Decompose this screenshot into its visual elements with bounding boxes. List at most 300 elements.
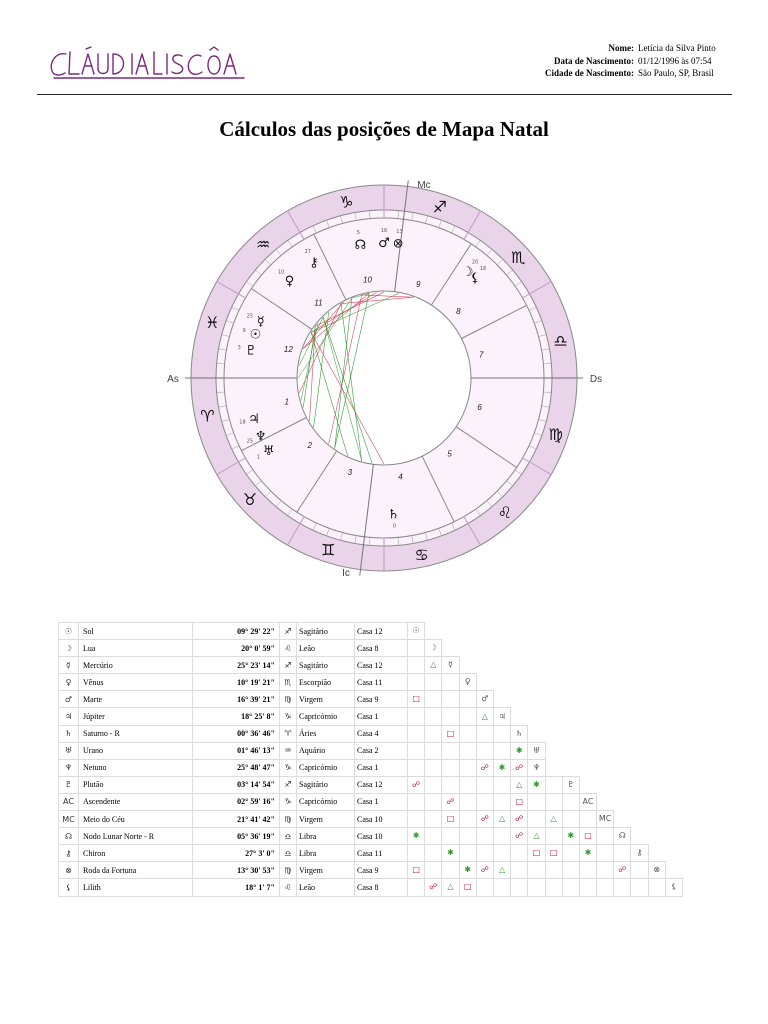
aspect-grid-empty (631, 759, 648, 776)
aspect-cell (579, 879, 596, 896)
aspect-grid-empty (648, 674, 665, 691)
planet-icon: AC (59, 793, 79, 810)
aspect-grid-empty (562, 657, 579, 674)
sign-name: Virgem (297, 691, 355, 708)
planet-degree: 01° 46' 13" (193, 742, 280, 759)
aspect-cell: □ (408, 691, 425, 708)
planet-icon: ☿ (59, 657, 79, 674)
aspect-cell (442, 862, 459, 879)
aspect-cell (442, 742, 459, 759)
uranus-glyph: ♅ (262, 444, 275, 460)
planet-degree: 10° 19' 21" (193, 674, 280, 691)
zodiac-sign-glyph: ♎ (553, 331, 568, 351)
pluto-glyph: ♇ (245, 343, 257, 359)
sign-name: Escorpião (297, 674, 355, 691)
planet-icon: ⚸ (59, 879, 79, 896)
mars-glyph: ♂ (378, 236, 390, 251)
aspect-cell (425, 776, 442, 793)
aspect-grid-empty (597, 793, 614, 810)
aspect-grid-empty (648, 623, 665, 640)
aspect-grid-empty (597, 725, 614, 742)
aspect-cell: □ (459, 879, 476, 896)
aspect-grid-empty (665, 793, 682, 810)
house-name: Casa 2 (355, 742, 408, 759)
planet-degree: 02° 59' 16" (193, 793, 280, 810)
planet-degree: 18° 25' 8" (193, 708, 280, 725)
aspect-grid-empty (648, 776, 665, 793)
node-degree: 5 (356, 230, 360, 237)
planet-degree: 25° 48' 47" (193, 759, 280, 776)
aspect-grid-empty (597, 776, 614, 793)
aspect-cell: ✱ (493, 759, 510, 776)
house-name: Casa 9 (355, 691, 408, 708)
house-number: 6 (477, 403, 482, 413)
aspect-grid-empty (459, 623, 476, 640)
aspect-grid-empty (614, 759, 631, 776)
planet-degree: 16° 39' 21" (193, 691, 280, 708)
house-name: Casa 8 (355, 640, 408, 657)
aspect-grid-diagonal: ⚷ (631, 845, 648, 862)
aspect-cell (597, 845, 614, 862)
chiron-glyph: ⚷ (309, 255, 319, 271)
saturn-degree: 0 (392, 523, 396, 530)
planet-icon: ☽ (59, 640, 79, 657)
planet-name: Saturno - R (79, 725, 193, 742)
aspect-cell (545, 776, 562, 793)
aspect-grid-empty (614, 640, 631, 657)
aspect-grid-empty (614, 742, 631, 759)
aspect-cell (562, 793, 579, 810)
aspect-grid-empty (665, 657, 682, 674)
aspect-cell: ☍ (476, 759, 493, 776)
aspect-grid-empty (665, 742, 682, 759)
aspect-grid-empty (545, 657, 562, 674)
aspect-cell (425, 845, 442, 862)
lilith-glyph: ⚸ (470, 270, 480, 286)
aspect-cell: ✱ (408, 828, 425, 845)
aspect-cell: □ (442, 811, 459, 828)
aspect-cell: ✱ (442, 845, 459, 862)
aspect-cell (425, 759, 442, 776)
aspect-grid-empty (631, 640, 648, 657)
aspect-grid-empty (648, 811, 665, 828)
aspect-grid-empty (442, 640, 459, 657)
aspect-cell (459, 742, 476, 759)
house-number: 5 (447, 449, 452, 459)
aspect-cell: △ (528, 828, 545, 845)
aspect-grid-empty (493, 623, 510, 640)
sun-glyph: ☉ (249, 327, 262, 343)
zodiac-sign-glyph: ♓ (205, 313, 220, 333)
aspect-grid-empty (562, 742, 579, 759)
sign-name: Sagitário (297, 657, 355, 674)
aspect-grid-empty (665, 691, 682, 708)
aspect-cell (459, 691, 476, 708)
aspect-cell (528, 811, 545, 828)
aspect-grid-empty (528, 691, 545, 708)
aspect-cell (493, 742, 510, 759)
aspect-grid-empty (562, 725, 579, 742)
aspect-grid-empty (562, 640, 579, 657)
planet-icon: ☉ (59, 623, 79, 640)
aspect-cell (493, 793, 510, 810)
aspect-cell (631, 879, 648, 896)
house-name: Casa 8 (355, 879, 408, 896)
planet-name: Lilith (79, 879, 193, 896)
aspect-cell: △ (511, 776, 528, 793)
aspect-cell (408, 845, 425, 862)
aspect-cell (425, 828, 442, 845)
aspect-cell (476, 725, 493, 742)
aspect-cell (442, 759, 459, 776)
aspect-grid-empty (597, 742, 614, 759)
zodiac-sign-glyph: ♒ (256, 234, 271, 254)
aspect-grid-empty (665, 862, 682, 879)
aspect-grid-empty (511, 623, 528, 640)
aspect-cell (545, 793, 562, 810)
aspect-grid-empty (631, 776, 648, 793)
aspect-grid-empty (579, 657, 596, 674)
planet-degree: 09° 29' 22" (193, 623, 280, 640)
aspect-grid-empty (528, 657, 545, 674)
lilith-degree: 18 (479, 266, 487, 273)
planet-name: Sol (79, 623, 193, 640)
sign-name: Capricórnio (297, 759, 355, 776)
aspect-grid-diagonal: ☊ (614, 828, 631, 845)
aspect-grid-diagonal: ♇ (562, 776, 579, 793)
aspect-grid-empty (648, 759, 665, 776)
planet-row (59, 759, 683, 776)
aspect-cell: ☍ (442, 793, 459, 810)
aspect-cell (579, 862, 596, 879)
node-glyph: ☊ (354, 238, 367, 254)
house-name: Casa 11 (355, 674, 408, 691)
info-value: São Paulo, SP, Brasil (638, 68, 714, 78)
aspect-cell (493, 776, 510, 793)
aspect-cell (631, 862, 648, 879)
aspect-cell (476, 742, 493, 759)
aspect-cell: □ (511, 793, 528, 810)
aspect-grid-empty (493, 640, 510, 657)
aspect-grid-empty (545, 623, 562, 640)
aspect-cell (442, 708, 459, 725)
sign-icon: ♍ (280, 862, 297, 879)
aspect-grid-empty (648, 691, 665, 708)
aspect-grid-diagonal: ♃ (493, 708, 510, 725)
aspect-cell: ✱ (528, 776, 545, 793)
aspect-grid-empty (665, 811, 682, 828)
planet-degree: 13° 30' 53" (193, 862, 280, 879)
zodiac-sign-glyph: ♍ (548, 424, 563, 444)
aspect-grid-empty (631, 742, 648, 759)
info-label: Nome: (608, 43, 634, 53)
jupiter-glyph: ♃ (248, 411, 260, 427)
planet-icon: ☊ (59, 828, 79, 845)
aspect-cell: ✱ (562, 828, 579, 845)
aspect-cell (511, 862, 528, 879)
ic-label: Ic (342, 568, 350, 579)
aspect-grid-empty (545, 674, 562, 691)
aspect-grid-empty (562, 759, 579, 776)
aspect-grid-empty (597, 657, 614, 674)
aspect-cell (408, 742, 425, 759)
house-name: Casa 12 (355, 776, 408, 793)
info-value: Letícia da Silva Pinto (638, 43, 716, 53)
sign-name: Capricórnio (297, 708, 355, 725)
aspect-grid-empty (579, 691, 596, 708)
house-number: 9 (415, 280, 421, 290)
planet-row (59, 657, 683, 674)
aspect-cell (562, 845, 579, 862)
aspect-grid-empty (493, 691, 510, 708)
house-name: Casa 11 (355, 845, 408, 862)
header-divider (37, 94, 732, 95)
sign-name: Libra (297, 845, 355, 862)
mc-label: Mc (417, 180, 431, 191)
aspect-grid-empty (631, 708, 648, 725)
planet-icon: ⚷ (59, 845, 79, 862)
aspect-grid-empty (614, 776, 631, 793)
aspect-grid-empty (511, 657, 528, 674)
aspect-cell (425, 811, 442, 828)
aspect-grid-empty (511, 674, 528, 691)
aspect-grid-diagonal: ♆ (528, 759, 545, 776)
aspect-grid-empty (631, 674, 648, 691)
aspect-grid-empty (545, 708, 562, 725)
aspect-cell (408, 725, 425, 742)
pluto-degree: 3 (237, 345, 241, 352)
sign-icon: ♑ (280, 708, 297, 725)
aspect-cell: ☍ (476, 862, 493, 879)
aspect-grid-empty (545, 742, 562, 759)
aspect-cell (425, 674, 442, 691)
house-name: Casa 12 (355, 657, 408, 674)
aspect-grid-empty (631, 725, 648, 742)
aspect-cell (459, 776, 476, 793)
aspect-grid-empty (614, 708, 631, 725)
aspect-grid-empty (665, 674, 682, 691)
house-name: Casa 1 (355, 793, 408, 810)
aspect-grid-empty (665, 725, 682, 742)
aspect-grid-empty (579, 674, 596, 691)
aspect-cell (493, 828, 510, 845)
aspect-cell (459, 759, 476, 776)
aspect-cell (459, 725, 476, 742)
sign-name: Leão (297, 640, 355, 657)
aspect-grid-empty (614, 793, 631, 810)
sign-name: Virgem (297, 811, 355, 828)
planet-degree: 27° 3' 0" (193, 845, 280, 862)
house-name: Casa 9 (355, 862, 408, 879)
aspect-grid-empty (545, 759, 562, 776)
aspect-cell (614, 879, 631, 896)
aspect-grid-empty (579, 759, 596, 776)
page-title: Cálculos das posições de Mapa Natal (219, 117, 549, 141)
aspect-grid-empty (614, 674, 631, 691)
aspect-cell (425, 725, 442, 742)
aspect-grid-empty (614, 725, 631, 742)
aspect-cell (442, 776, 459, 793)
aspect-grid-empty (648, 725, 665, 742)
venus-degree: 10 (278, 269, 285, 276)
zodiac-sign-glyph: ♈ (200, 406, 215, 426)
aspect-cell (425, 708, 442, 725)
planet-name: Netuno (79, 759, 193, 776)
planet-name: Urano (79, 742, 193, 759)
aspect-grid-empty (614, 657, 631, 674)
sign-icon: ♐ (280, 776, 297, 793)
aspect-cell: ☍ (511, 759, 528, 776)
house-name: Casa 10 (355, 828, 408, 845)
aspect-cell (562, 862, 579, 879)
sign-name: Virgem (297, 862, 355, 879)
planet-degree: 05° 36' 19" (193, 828, 280, 845)
aspect-cell (597, 862, 614, 879)
aspect-cell: ☍ (425, 879, 442, 896)
planet-icon: ♇ (59, 776, 79, 793)
aspect-grid-empty (528, 725, 545, 742)
aspect-cell: △ (425, 657, 442, 674)
aspect-grid-empty (459, 657, 476, 674)
sign-icon: ♒ (280, 742, 297, 759)
aspect-cell (511, 845, 528, 862)
aspect-grid-empty (545, 640, 562, 657)
mercury-degree: 25 (246, 313, 254, 320)
info-row-name (520, 42, 725, 55)
info-label: Cidade de Nascimento: (545, 68, 634, 78)
aspect-cell: ☍ (476, 811, 493, 828)
house-name: Casa 12 (355, 623, 408, 640)
planet-row (59, 725, 683, 742)
planet-degree: 20° 0' 59" (193, 640, 280, 657)
planet-row (59, 811, 683, 828)
zodiac-sign-glyph: ♉ (242, 489, 258, 509)
aspect-cell (476, 828, 493, 845)
aspect-grid-empty (562, 691, 579, 708)
aspect-cell (476, 845, 493, 862)
aspect-cell (408, 759, 425, 776)
aspect-grid-empty (597, 640, 614, 657)
aspect-cell (425, 691, 442, 708)
planet-name: Vênus (79, 674, 193, 691)
house-name: Casa 1 (355, 759, 408, 776)
zodiac-sign-glyph: ♐ (432, 197, 447, 217)
planet-row (59, 776, 683, 793)
sign-icon: ♎ (280, 828, 297, 845)
sign-name: Leão (297, 879, 355, 896)
planet-icon: MC (59, 811, 79, 828)
aspect-grid-empty (665, 828, 682, 845)
planet-icon: ♃ (59, 708, 79, 725)
aspect-cell (528, 793, 545, 810)
aspect-grid-empty (648, 845, 665, 862)
sign-name: Aquário (297, 742, 355, 759)
aspect-cell (425, 862, 442, 879)
house-name: Casa 1 (355, 708, 408, 725)
sign-name: Áries (297, 725, 355, 742)
planet-row (59, 793, 683, 810)
aspect-cell (425, 793, 442, 810)
house-number: 12 (283, 344, 293, 354)
aspect-cell (408, 674, 425, 691)
aspect-cell: ☍ (511, 828, 528, 845)
house-number: 2 (307, 440, 312, 450)
aspect-circle (297, 291, 471, 465)
sign-icon: ♏ (280, 674, 297, 691)
aspect-cell (459, 793, 476, 810)
aspect-cell: △ (493, 811, 510, 828)
planet-row (59, 640, 683, 657)
zodiac-sign-glyph: ♋ (414, 545, 429, 565)
neptune-degree: 25 (246, 438, 254, 445)
sign-icon: ♈ (280, 725, 297, 742)
aspect-cell (562, 879, 579, 896)
aspect-grid-empty (579, 776, 596, 793)
aspect-grid-diagonal: MC (597, 811, 614, 828)
house-number: 7 (479, 350, 484, 360)
planet-name: Ascendente (79, 793, 193, 810)
aspect-grid-empty (528, 674, 545, 691)
aspect-grid-diagonal: ♄ (511, 725, 528, 742)
house-number: 1 (284, 397, 289, 407)
aspect-grid-empty (648, 640, 665, 657)
aspect-grid-empty (665, 623, 682, 640)
zodiac-sign-glyph: ♊ (321, 540, 336, 560)
aspect-grid-empty (648, 793, 665, 810)
aspect-grid-empty (511, 708, 528, 725)
aspect-cell (408, 640, 425, 657)
aspect-grid-empty (528, 708, 545, 725)
moon-glyph: ☽ (461, 264, 474, 280)
aspect-grid-empty (614, 811, 631, 828)
aspect-cell: △ (493, 862, 510, 879)
aspect-grid-empty (597, 691, 614, 708)
aspect-cell (597, 828, 614, 845)
aspect-cell (408, 657, 425, 674)
aspect-cell (476, 793, 493, 810)
aspect-grid-empty (545, 725, 562, 742)
aspect-grid-empty (665, 776, 682, 793)
aspect-grid-empty (648, 708, 665, 725)
aspect-grid-empty (665, 759, 682, 776)
aspect-cell: □ (442, 725, 459, 742)
info-value: 01/12/1996 às 07:54 (638, 55, 712, 66)
planet-degree: 25° 23' 14" (193, 657, 280, 674)
aspect-cell (459, 828, 476, 845)
aspect-grid-empty (614, 623, 631, 640)
planet-row (59, 828, 683, 845)
ascendant-label: As (167, 374, 179, 385)
aspect-grid-empty (476, 674, 493, 691)
mars-degree: 16 (380, 228, 388, 234)
jupiter-degree: 18 (239, 419, 246, 426)
sign-icon: ♐ (280, 623, 297, 640)
aspect-grid-empty (597, 674, 614, 691)
planet-degree: 18° 1' 7" (193, 879, 280, 896)
aspect-cell (408, 811, 425, 828)
aspect-grid-empty (545, 691, 562, 708)
planet-degree: 03° 14' 54" (193, 776, 280, 793)
aspect-cell (459, 811, 476, 828)
planet-name: Júpiter (79, 708, 193, 725)
planet-row (59, 879, 683, 896)
info-row-birth-date (520, 55, 725, 68)
aspect-grid-diagonal: ⚸ (665, 879, 682, 896)
sign-icon: ♌ (280, 640, 297, 657)
planet-icon: ♀ (59, 674, 79, 691)
zodiac-sign-glyph: ♑ (339, 192, 354, 212)
info-label: Data de Nascimento: (554, 55, 634, 66)
